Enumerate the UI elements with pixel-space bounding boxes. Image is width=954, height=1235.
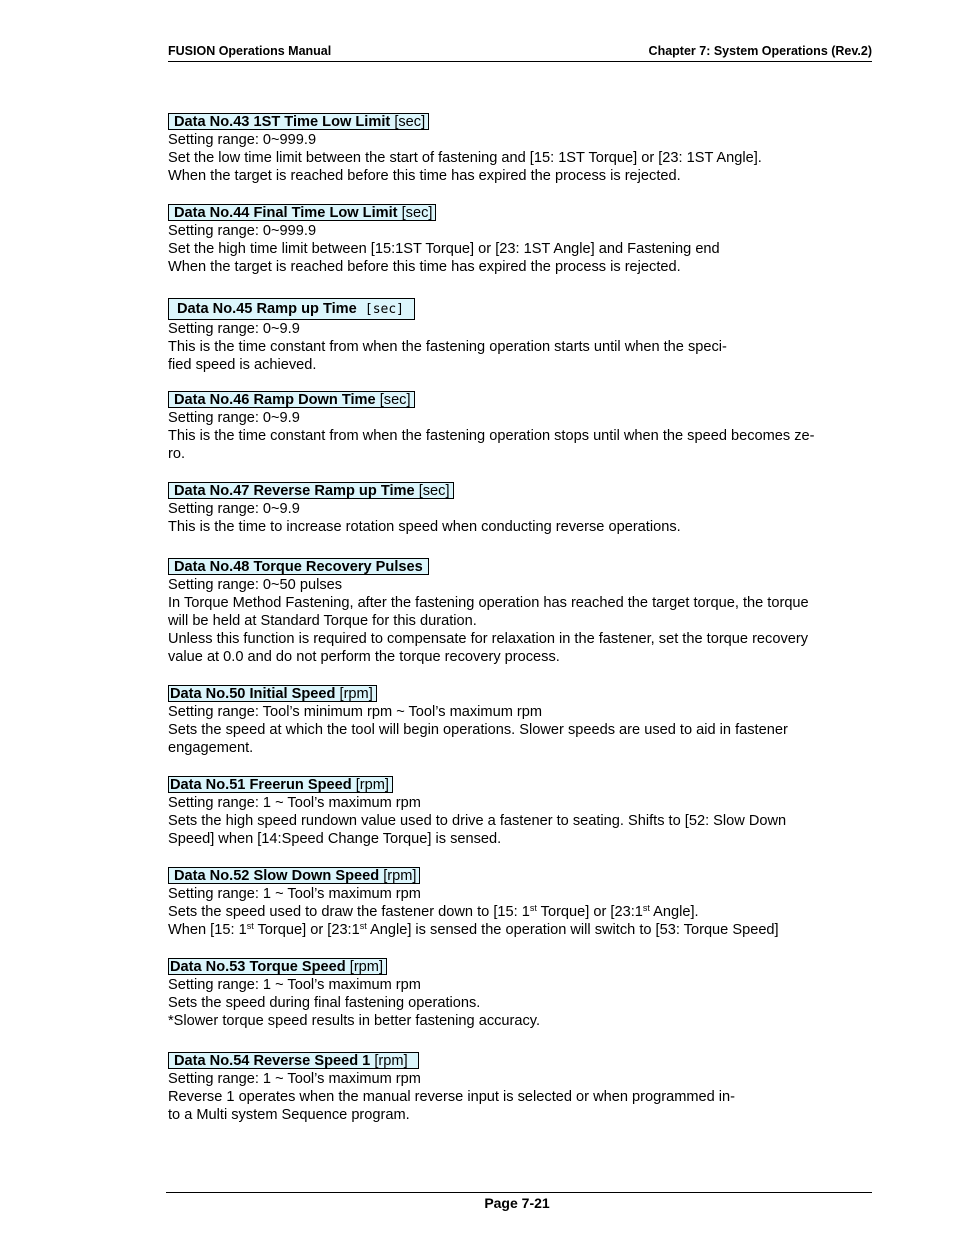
setting-range: Setting range: 0~50 pulses [168, 577, 343, 593]
description-line: Set the low time limit between the start of fastening and [15: 1ST Torque] or [23: 1ST Angle]. [168, 150, 762, 166]
description-line: value at 0.0 and do not perform the torque recovery process. [168, 649, 560, 665]
section-data-43 [168, 113, 762, 185]
setting-range: Setting range: 0~9.9 [168, 321, 300, 337]
description-line: When the target is reached before this time has expired the process is rejected. [168, 259, 681, 275]
section-heading: Data No.46 Ramp Down Time [sec] [168, 391, 415, 408]
section-data-50 [168, 685, 788, 757]
description-line: ro. [168, 446, 186, 462]
section-data-44 [168, 204, 720, 276]
section-heading: Data No.53 Torque Speed [rpm] [168, 958, 387, 975]
chapter-title: Chapter 7: System Operations (Rev.2) [648, 44, 872, 58]
section-heading: Data No.54 Reverse Speed 1 [rpm] [168, 1052, 419, 1069]
section-data-46 [168, 391, 815, 463]
setting-range: Setting range: 0~999.9 [168, 223, 317, 239]
description-line: Unless this function is required to compensate for relaxation in the fastener, set the torque recovery [168, 631, 809, 647]
setting-range: Setting range: 1 ~ Tool’s maximum rpm [168, 1071, 421, 1087]
section-data-51 [168, 776, 786, 848]
setting-range: Setting range: 1 ~ Tool’s maximum rpm [168, 977, 421, 993]
section-heading: Data No.48 Torque Recovery Pulses [168, 558, 429, 575]
description-line: When the target is reached before this time has expired the process is rejected. [168, 168, 681, 184]
section-data-52 [168, 867, 779, 939]
section-heading: Data No.52 Slow Down Speed [rpm] [168, 867, 420, 884]
page-header [168, 44, 872, 62]
page-number: Page 7-21 [484, 1195, 550, 1211]
description-line: This is the time constant from when the fastening operation stops until when the speed becomes ze- [168, 428, 815, 444]
setting-range: Setting range: 0~999.9 [168, 132, 317, 148]
description-line: When [15: 1st Torque] or [23:1st Angle] is sensed the operation will switch to [53: Torque Speed] [168, 921, 779, 938]
description-line: Sets the speed at which the tool will begin operations. Slower speeds are used to aid in fastener [168, 722, 788, 738]
section-data-47 [168, 482, 681, 536]
description-line: Sets the speed during final fastening operations. [168, 995, 481, 1011]
setting-range: Setting range: 0~9.9 [168, 501, 300, 517]
description-line: Sets the speed used to draw the fastener down to [15: 1st Torque] or [23:1st Angle]. [168, 903, 699, 920]
setting-range: Setting range: 1 ~ Tool’s maximum rpm [168, 795, 421, 811]
section-data-54 [168, 1052, 735, 1124]
section-data-53 [168, 958, 540, 1030]
description-line: This is the time constant from when the fastening operation starts until when the speci- [168, 339, 727, 355]
description-line: Speed] when [14:Speed Change Torque] is sensed. [168, 831, 502, 847]
footer-divider [166, 1192, 872, 1193]
section-heading: Data No.43 1ST Time Low Limit [sec] [168, 113, 429, 130]
section-heading: Data No.50 Initial Speed [rpm] [168, 685, 377, 702]
setting-range: Setting range: Tool’s minimum rpm ~ Tool’s maximum rpm [168, 704, 543, 720]
section-heading: Data No.44 Final Time Low Limit [sec] [168, 204, 436, 221]
description-line: fied speed is achieved. [168, 357, 317, 373]
description-line: Sets the high speed rundown value used to drive a fastener to seating. Shifts to [52: Slow Down [168, 813, 787, 829]
section-heading: Data No.51 Freerun Speed [rpm] [168, 776, 393, 793]
description-line: This is the time to increase rotation speed when conducting reverse operations. [168, 519, 681, 535]
description-line: will be held at Standard Torque for this duration. [168, 613, 477, 629]
description-line: engagement. [168, 740, 254, 756]
description-line: In Torque Method Fastening, after the fastening operation has reached the target torque, the torque [168, 595, 809, 611]
description-line: Reverse 1 operates when the manual reverse input is selected or when programmed in- [168, 1089, 736, 1105]
manual-title: FUSION Operations Manual [168, 44, 332, 58]
section-heading: Data No.47 Reverse Ramp up Time [sec] [168, 482, 454, 499]
description-line: to a Multi system Sequence program. [168, 1107, 410, 1123]
description-line: Set the high time limit between [15:1ST Torque] or [23: 1ST Angle] and Fastening end [168, 241, 720, 257]
section-data-45 [168, 298, 727, 374]
setting-range: Setting range: 0~9.9 [168, 410, 300, 426]
description-line: *Slower torque speed results in better fastening accuracy. [168, 1013, 541, 1029]
section-data-48 [168, 558, 809, 666]
setting-range: Setting range: 1 ~ Tool’s maximum rpm [168, 886, 421, 902]
section-heading: Data No.45 Ramp up Time [sec] [168, 298, 415, 320]
